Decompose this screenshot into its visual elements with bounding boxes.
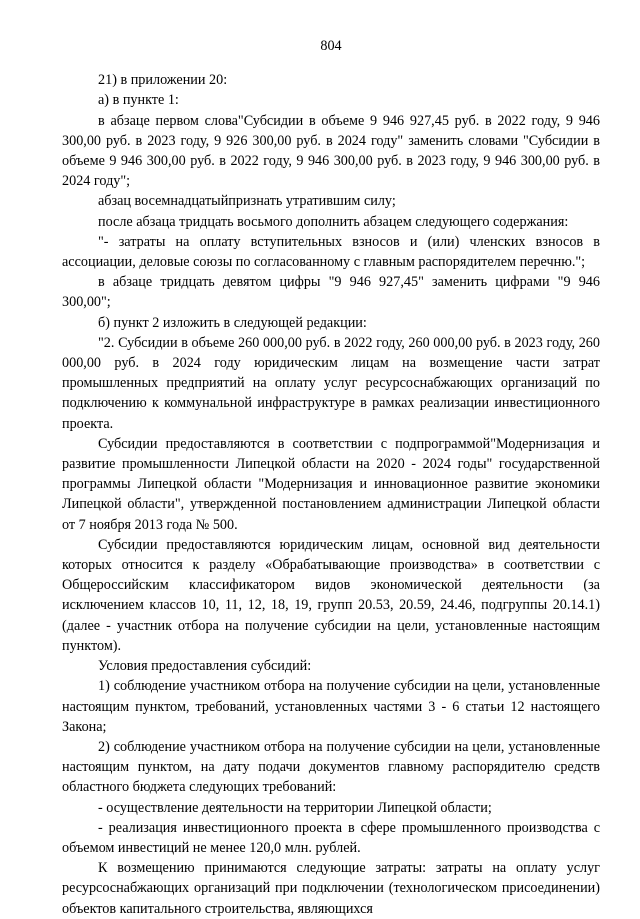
paragraph: "- затраты на оплату вступительных взносов и (или) членских взносов в ассоциации, деловые союзы по согласованному с главным распорядителем перечню."; [62, 233, 600, 271]
paragraph: в абзаце тридцать девятом цифры "9 946 927,45" заменить цифрами "9 946 300,00"; [62, 274, 600, 311]
paragraph: а) в пункте 1: [98, 92, 179, 109]
page-number: 804 [320, 38, 342, 54]
document-body [62, 70, 600, 919]
paragraph: в абзаце первом слова"Субсидии в объеме 9 946 927,45 руб. в 2022 году, 9 946 300,00 руб. в 2023 году, 9 926 300,00 руб. в 2024 году" заменить словами "Субсидии в объеме 9 946 300,00 руб. в 2022 году, 9 946 300,00 руб. в 2023 году, 9 946 300,00 руб. в 2024 году"; [62, 112, 600, 190]
paragraph: абзац восемнадцатыйпризнать утратившим силу; [98, 193, 396, 210]
paragraph: б) пункт 2 изложить в следующей редакции: [98, 314, 367, 331]
paragraph: Субсидии предоставляются юридическим лицам, основной вид деятельности которых относится к разделу «Обрабатывающие производства» в соответствии с Общероссийским классификатором видов экономической деятельности (за исключением классов 10, 11, 12, 18, 19, групп 20.53, 20.59, 24.46, подгруппы 20.14.1) (далее - участник отбора на получение субсидии на цели, установленные настоящим пунктом). [62, 536, 600, 654]
paragraph: - реализация инвестиционного проекта в сфере промышленного производства с объемом инвестиций не менее 120,0 млн. рублей. [62, 819, 600, 856]
paragraph: Условия предоставления субсидий: [98, 658, 312, 675]
paragraph: 1) соблюдение участником отбора на получение субсидии на цели, установленные настоящим пунктом, требований, установленных частями 3 - 6 статьи 12 настоящего Закона; [62, 678, 600, 735]
paragraph: К возмещению принимаются следующие затраты: затраты на оплату услуг ресурсоснабжающих организаций при подключении (технологическом присоединении) объектов капитального строительства, являющихся [62, 860, 600, 917]
paragraph: "2. Субсидии в объеме 260 000,00 руб. в 2022 году, 260 000,00 руб. в 2023 году, 260 000,00 руб. в 2024 году юридическим лицам на возмещение части затрат промышленных предприятий на оплату услуг ресурсоснабжающих организаций по подключению к коммунальной инфраструктуре в рамках реализации инвестиционного проекта. [62, 334, 600, 432]
paragraph: 2) соблюдение участником отбора на получение субсидии на цели, установленные настоящим пунктом, на дату подачи документов главному распорядителю средств областного бюджета следующих требований: [62, 738, 600, 796]
paragraph: Субсидии предоставляются в соответствии с подпрограммой"Модернизация и развитие промышленности Липецкой области на 2020 - 2024 годы" государственной программы Липецкой области "Модернизация и инновационное развитие экономики Липецкой области", утвержденной постановлением администрации Липецкой области от 7 ноября 2013 года № 500. [62, 435, 600, 533]
paragraph: после абзаца тридцать восьмого дополнить абзацем следующего содержания: [98, 213, 569, 230]
paragraph: 21) в приложении 20: [98, 72, 228, 89]
paragraph: - осуществление деятельности на территории Липецкой области; [98, 799, 492, 816]
